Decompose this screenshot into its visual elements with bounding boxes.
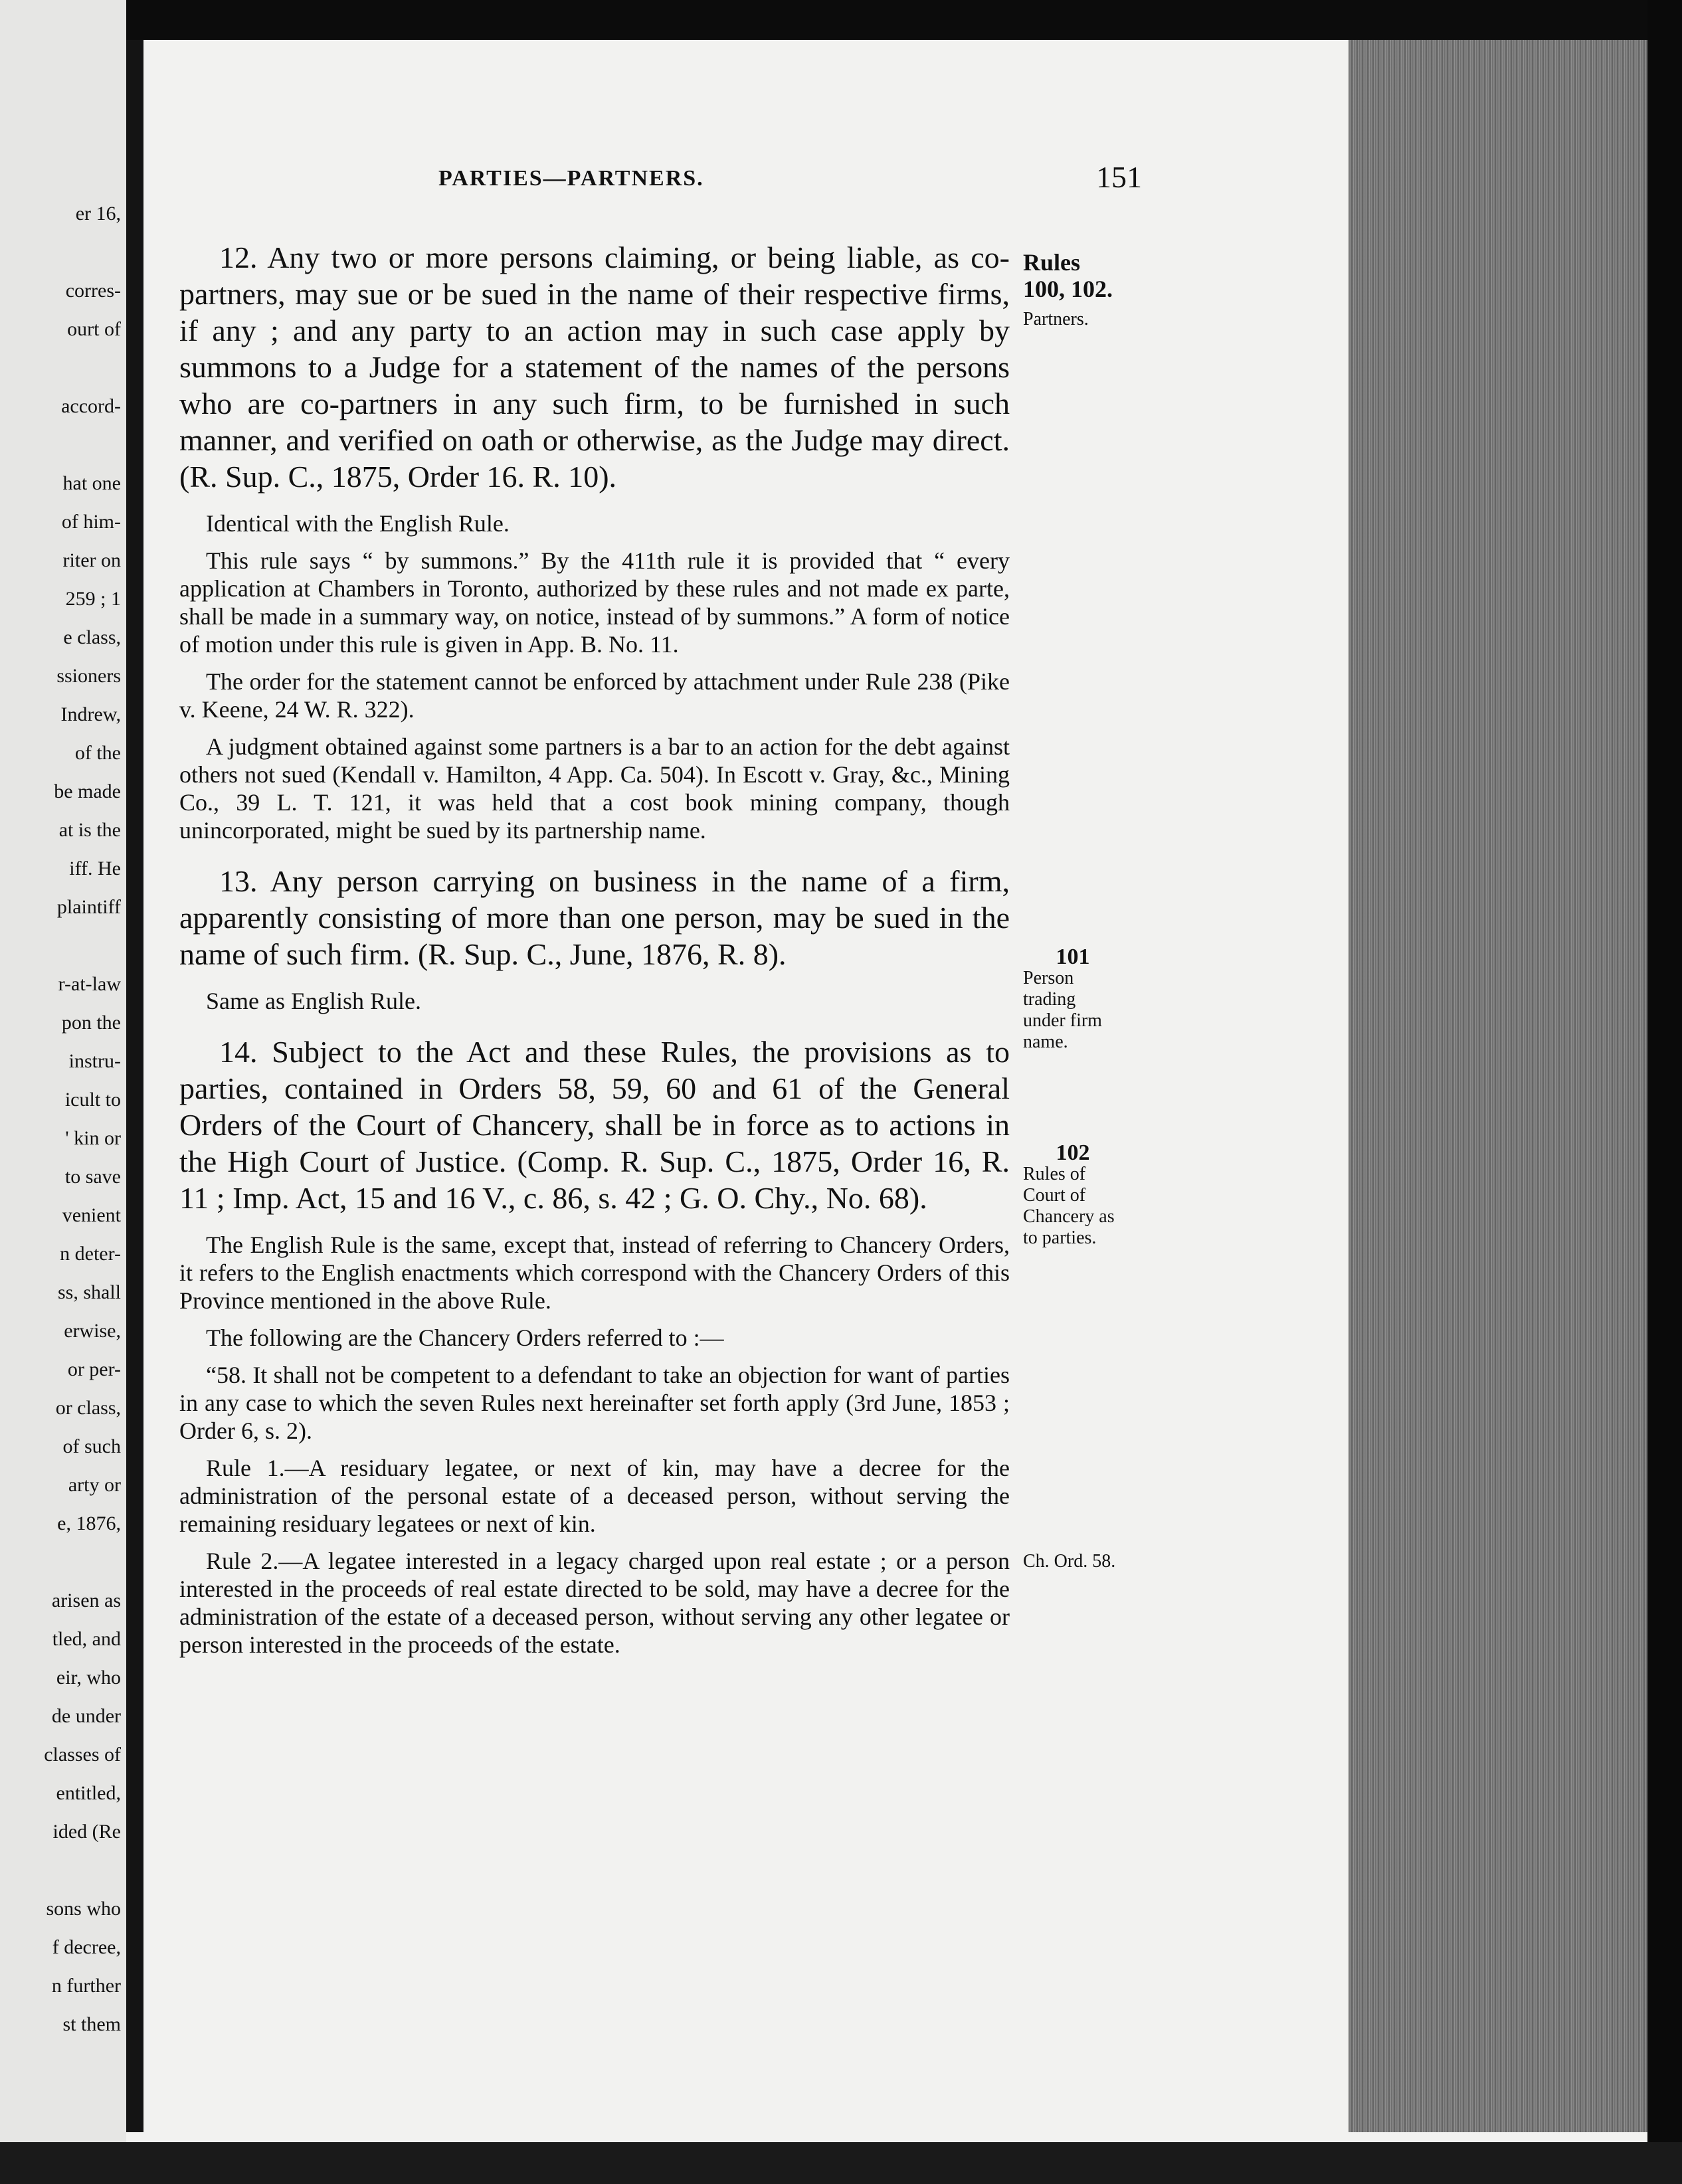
margin-note-line: Court of — [1023, 1185, 1086, 1206]
rule-13-note: Same as English Rule. — [206, 988, 421, 1014]
margin-note-ch-ord — [1023, 1551, 1196, 1572]
left-page-fragment: plaintiff — [56, 896, 121, 918]
rule-13: 13. Any person carrying on business in the name of a firm, apparently consisting of more than one person, may be sued in the name of such firm. (R. Sup. C., June, 1876, R. 8). — [179, 864, 1010, 971]
rule-12: 12. Any two or more persons claiming, or being liable, as co-partners, may sue or be sued in the name of their respective firms, if any ; and any party to an action may in such case apply by summons to a Judge for a statement of the names of the persons who are co-partners in any such firm, to be furnished in such manner, and verified on oath or otherwise, as the Judge may direct. (R. Sup. C., 1875, Order 16. R. 10). — [179, 240, 1010, 494]
margin-note-line: Rules of — [1023, 1164, 1086, 1184]
page-number: 151 — [1096, 160, 1142, 194]
left-page-fragment: f decree, — [52, 1936, 121, 1958]
left-page-fragment: sons who — [46, 1898, 121, 1920]
book-spine — [126, 40, 143, 2132]
left-page-fragment: n deter- — [60, 1243, 121, 1265]
left-page-fragment: pon the — [61, 1012, 121, 1034]
running-header: PARTIES—PARTNERS. — [438, 166, 704, 191]
left-page-fragment: or per- — [67, 1358, 121, 1380]
rule-12-note: This rule says “ by summons.” By the 411th rule it is provided that “ every application at Chambers in Toronto, authorized by these rules and not made ex parte, shall be made in a summary way, on notice, instead of by summons.” A form of notice of motion under this rule is given in App. B. No. 11. — [179, 547, 1010, 658]
margin-note-line: under firm — [1023, 1010, 1102, 1031]
rule-12-note: Identical with the English Rule. — [206, 510, 510, 537]
chancery-rule-2: Rule 2.—A legatee interested in a legacy charged upon real estate ; or a person interested in the proceeds of real estate directed to be sold, may have a decree for the administration of the estate of a deceased person, without serving any other legatee or person interested in the proceeds of the estate. — [179, 1548, 1010, 1658]
left-page-fragment: be made — [54, 780, 121, 802]
chancery-rule-1: Rule 1.—A residuary legatee, or next of kin, may have a decree for the administration of the personal estate of a deceased person, without serving the remaining residuary legatees or next of kin. — [179, 1455, 1010, 1537]
margin-partners: Partners. — [1023, 309, 1089, 329]
left-page-fragment: tled, and — [52, 1628, 121, 1650]
left-page-fragment: r-at-law — [58, 973, 121, 995]
scan-top-border — [0, 0, 1682, 40]
left-page-fragment: of the — [74, 742, 121, 764]
margin-rules-range: 100, 102. — [1023, 276, 1113, 302]
left-page-fragment: n further — [51, 1975, 121, 1997]
left-page-fragment: entitled, — [56, 1782, 121, 1804]
margin-note-102 — [1023, 1142, 1196, 1249]
rule-14-note: The following are the Chancery Orders referred to :— — [206, 1324, 724, 1351]
page-body — [179, 239, 1010, 1659]
margin-note-line: Chancery as — [1023, 1206, 1115, 1227]
left-page-fragment: icult to — [64, 1089, 121, 1111]
left-page-fragment: accord- — [61, 395, 121, 417]
margin-rules-label: Rules — [1023, 249, 1081, 276]
scan-right-border — [1647, 0, 1682, 2184]
left-page-fragment: de under — [51, 1705, 121, 1727]
left-page-fragment: ss, shall — [57, 1281, 121, 1303]
left-page-fragment: of him- — [61, 511, 121, 533]
left-page-fragment: 259 ; 1 — [65, 588, 121, 610]
left-page-fragment: or class, — [55, 1397, 121, 1419]
rule-12-note: A judgment obtained against some partners is a bar to an action for the debt against others not sued (Kendall v. Hamilton, 4 App. Ca. 504). In Escott v. Gray, &c., Mining Co., 39 L. T. 121, it was held that a cost book mining company, though unincorporated, might be sued by its partnership name. — [179, 733, 1010, 844]
margin-note-line: trading — [1023, 989, 1076, 1010]
left-page-fragment: arisen as — [51, 1590, 121, 1611]
scan-bottom-border — [0, 2142, 1682, 2184]
left-page-fragment: to save — [64, 1166, 121, 1188]
left-page-fragment: riter on — [62, 549, 121, 571]
left-page-fragment: classes of — [44, 1744, 121, 1766]
left-page-fragment: Indrew, — [60, 703, 121, 725]
left-page-fragment: arty or — [68, 1474, 121, 1496]
margin-rule-number: 102 — [1056, 1140, 1090, 1165]
margin-note-line: name. — [1023, 1032, 1068, 1052]
left-page-fragment: iff. He — [69, 858, 121, 879]
left-page-fragment: ' kin or — [65, 1127, 121, 1149]
left-page-fragment: ourt of — [67, 318, 121, 340]
chancery-order-58: “58. It shall not be competent to a defendant to take an objection for want of parties in any case to which the seven Rules next hereinafter set forth apply (3rd June, 1853 ; Order 6, s. 2). — [179, 1362, 1010, 1444]
left-page-fragment: ssioners — [56, 665, 121, 687]
margin-ch-ord: Ch. Ord. 58. — [1023, 1551, 1116, 1572]
left-page-fragment: st them — [62, 2013, 121, 2035]
page-edges — [1349, 40, 1647, 2132]
margin-note-line: Person — [1023, 968, 1074, 988]
left-page-fragment: at is the — [58, 819, 121, 841]
left-page-fragment: ided (Re — [52, 1821, 121, 1843]
left-page-fragment: eir, who — [56, 1667, 121, 1688]
left-page-fragment: corres- — [65, 280, 121, 302]
left-page-fragment: of such — [62, 1435, 121, 1457]
rule-12-note: The order for the statement cannot be enforced by attachment under Rule 238 (Pike v. Keene, 24 W. R. 322). — [179, 668, 1010, 723]
margin-note-rules — [1023, 249, 1196, 330]
margin-note-101 — [1023, 947, 1196, 1053]
left-page-fragment: hat one — [62, 472, 121, 494]
margin-rule-number: 101 — [1056, 945, 1090, 969]
left-page-fragment: erwise, — [64, 1320, 121, 1342]
rule-14: 14. Subject to the Act and these Rules, the provisions as to parties, contained in Orders 58, 59, 60 and 61 of the General Orders of the Court of Chancery, shall be in force as to actions in the High Court of Justice. (Comp. R. Sup. C., 1875, Order 16, R. 11 ; Imp. Act, 15 and 16 V., c. 86, s. 42 ; G. O. Chy., No. 68). — [179, 1035, 1010, 1215]
margin-note-line: to parties. — [1023, 1228, 1097, 1248]
left-page-fragment: e, 1876, — [57, 1512, 121, 1534]
left-page-fragment: er 16, — [75, 203, 121, 225]
left-page-text — [0, 199, 125, 2088]
rule-14-note: The English Rule is the same, except that, instead of referring to Chancery Orders, it refers to the English enactments which correspond with the Chancery Orders of this Province mentioned in the above Rule. — [179, 1231, 1010, 1314]
left-page-fragment: instru- — [68, 1050, 121, 1072]
left-page-fragment: venient — [62, 1204, 121, 1226]
left-page-fragment: e class, — [63, 626, 121, 648]
